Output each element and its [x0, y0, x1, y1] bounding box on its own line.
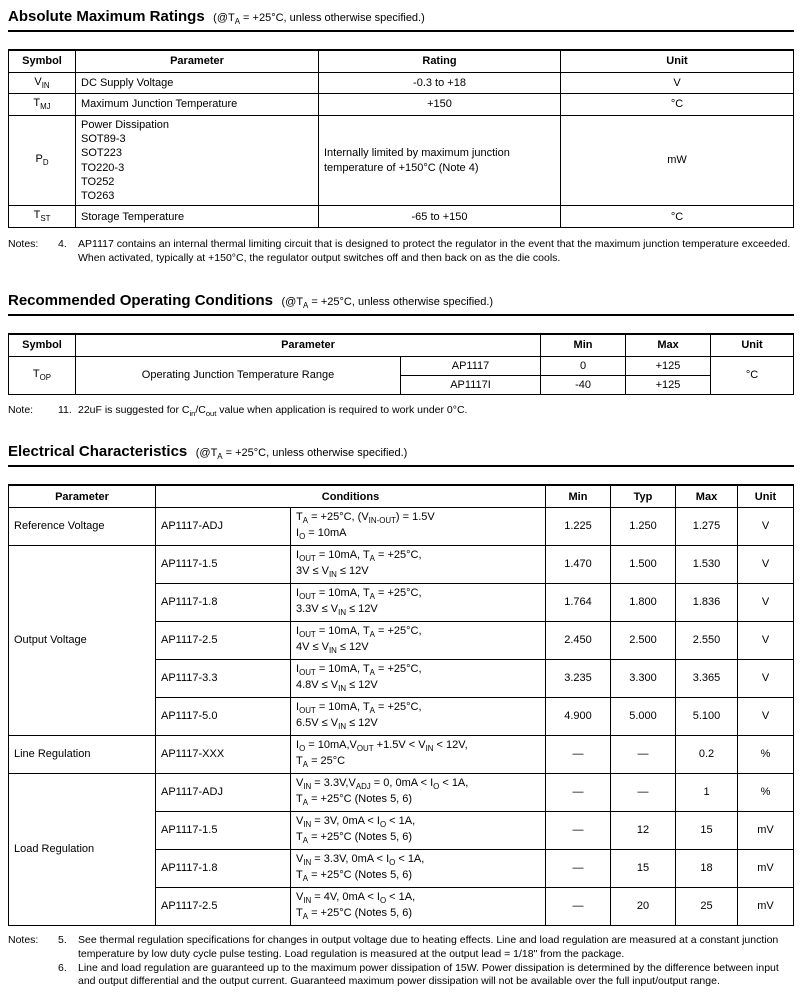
cell-device: AP1117-ADJ [156, 773, 291, 811]
cell-symbol: $V_{IN}$ [9, 72, 76, 93]
note [8, 238, 794, 266]
section-absolute-maximum-ratings [8, 8, 794, 266]
cell-conditions: $I_{OUT} = 10mA$, $T_A = +25^\circ C$, $3V \le V_{IN} \le 12V$ [291, 545, 546, 583]
cell-typ: — [611, 735, 676, 773]
cell-min: 0 [541, 356, 626, 375]
col-header-symbol: Symbol [9, 50, 76, 72]
note-number: 5. [58, 933, 67, 946]
cell-unit: °C [561, 206, 794, 227]
table-row [9, 94, 794, 115]
col-header-min: Min [541, 334, 626, 356]
note-text: Line and load regulation are guaranteed up to the maximum power dissipation of 15W. Power dissipation is determined by the difference between input and output differential and the output current. Guaranteed maximum power dissipation will not be available over the full input/output range. [78, 961, 779, 988]
note-number: 11. [58, 404, 72, 417]
table-row [9, 356, 794, 375]
cell-rating: -65 to +150 [319, 206, 561, 227]
cell-parameter: Reference Voltage [9, 507, 156, 545]
table-row [9, 735, 794, 773]
cell-typ: 2.500 [611, 621, 676, 659]
table-header-row [9, 485, 794, 507]
col-header-parameter: Parameter [76, 334, 541, 356]
cell-min: 1.470 [546, 545, 611, 583]
table-header-row [9, 334, 794, 356]
cell-max: 3.365 [676, 659, 738, 697]
col-header-typ: Typ [611, 485, 676, 507]
section-electrical-characteristics [8, 443, 794, 989]
col-header-max: Max [626, 334, 711, 356]
note-text: AP1117 contains an internal thermal limiting circuit that is designed to protect the regulator in the event that the maximum junction temperature exceeded. When activated, typically at +150°C, the regulator output switches off and then back on as the die cools. [78, 237, 791, 264]
cell-typ: 5.000 [611, 697, 676, 735]
cell-parameter: Output Voltage [9, 545, 156, 735]
rec-op-table [8, 333, 794, 395]
section-subtitle: ($@T_A = +25^\circ C$, unless otherwise specified.) [281, 295, 494, 311]
col-header-parameter: Parameter [9, 485, 156, 507]
cell-unit: % [738, 773, 794, 811]
cell-max: 1.530 [676, 545, 738, 583]
cell-conditions: $I_{OUT} = 10mA$, $T_A = +25^\circ C$, $4V \le V_{IN} \le 12V$ [291, 621, 546, 659]
cell-unit: V [738, 545, 794, 583]
col-header-unit: Unit [561, 50, 794, 72]
section-heading [8, 292, 794, 316]
cell-max: +125 [626, 356, 711, 375]
cell-max: 25 [676, 887, 738, 925]
section-title: Absolute Maximum Ratings [8, 8, 205, 25]
cell-symbol: $T_{OP}$ [9, 356, 76, 395]
table-row [9, 72, 794, 93]
cell-parameter: Line Regulation [9, 735, 156, 773]
notes [8, 934, 794, 990]
cell-conditions: $V_{IN} = 3.3V,V_{ADJ} = 0$, $0mA < I_O < 1A$, $T_A = +25^\circ C$ (Notes 5, 6) [291, 773, 546, 811]
table-row [9, 507, 794, 545]
cell-typ: 20 [611, 887, 676, 925]
col-header-unit: Unit [738, 485, 794, 507]
cell-unit: V [738, 621, 794, 659]
cell-rating: Internally limited by maximum junction temperature of +150°C (Note 4) [319, 115, 561, 206]
table-row [9, 115, 794, 206]
cell-typ: — [611, 773, 676, 811]
cell-conditions: $I_{OUT} = 10mA$, $T_A = +25^\circ C$, $4.8V \le V_{IN} \le 12V$ [291, 659, 546, 697]
cell-typ: 1.800 [611, 583, 676, 621]
section-subtitle: ($@T_A = +25^\circ C$, unless otherwise specified.) [213, 12, 425, 27]
cell-device: AP1117 [401, 356, 541, 375]
cell-max: 2.550 [676, 621, 738, 659]
cell-parameter: Maximum Junction Temperature [76, 94, 319, 115]
cell-unit: °C [561, 94, 794, 115]
cell-min: 1.225 [546, 507, 611, 545]
note-number: 6. [58, 961, 67, 974]
cell-min: — [546, 887, 611, 925]
cell-device: AP1117-1.8 [156, 583, 291, 621]
section-heading [8, 443, 794, 467]
cell-min: 2.450 [546, 621, 611, 659]
section-heading [8, 8, 794, 32]
section-recommended-operating-conditions [8, 292, 794, 419]
cell-device: AP1117-5.0 [156, 697, 291, 735]
cell-max: 1.275 [676, 507, 738, 545]
notes-label: Notes: [8, 237, 39, 250]
cell-unit: V [561, 72, 794, 93]
section-title: Electrical Characteristics [8, 443, 188, 461]
cell-typ: 15 [611, 849, 676, 887]
cell-unit: mW [561, 115, 794, 206]
table-row [9, 545, 794, 583]
note-text: See thermal regulation specifications for changes in output voltage due to heating effects. Line and load regulation are measured at a constant junction temperature by low duty cycle pulse testing. Load regulation is measured at the output lead = 1/18" from the package. [78, 933, 779, 960]
note [8, 934, 794, 962]
section-title: Recommended Operating Conditions [8, 291, 274, 309]
cell-unit: V [738, 659, 794, 697]
cell-parameter: Power Dissipation SOT89-3 SOT223 TO220-3 TO252 TO263 [76, 115, 319, 206]
note-number: 4. [58, 237, 67, 250]
cell-unit: V [738, 697, 794, 735]
note [8, 404, 794, 419]
cell-max: +125 [626, 375, 711, 394]
cell-min: — [546, 811, 611, 849]
cell-conditions: $V_{IN} = 3.3V$, $0mA < I_O < 1A$, $T_A = +25^\circ C$ (Notes 5, 6) [291, 849, 546, 887]
col-header-rating: Rating [319, 50, 561, 72]
note [8, 962, 794, 990]
cell-device: AP1117-3.3 [156, 659, 291, 697]
notes [8, 404, 794, 419]
cell-device: AP1117I [401, 375, 541, 394]
cell-max: 18 [676, 849, 738, 887]
elec-char-table [8, 484, 794, 925]
cell-max: 5.100 [676, 697, 738, 735]
cell-max: 1 [676, 773, 738, 811]
cell-unit: V [738, 583, 794, 621]
table-row [9, 773, 794, 811]
cell-unit: % [738, 735, 794, 773]
col-header-parameter: Parameter [76, 50, 319, 72]
cell-device: AP1117-1.5 [156, 811, 291, 849]
cell-unit: mV [738, 887, 794, 925]
cell-parameter: DC Supply Voltage [76, 72, 319, 93]
cell-unit: mV [738, 849, 794, 887]
cell-unit: mV [738, 811, 794, 849]
cell-typ: 1.500 [611, 545, 676, 583]
cell-parameter: Storage Temperature [76, 206, 319, 227]
cell-device: AP1117-2.5 [156, 621, 291, 659]
cell-parameter: Load Regulation [9, 773, 156, 925]
cell-device: AP1117-1.8 [156, 849, 291, 887]
cell-typ: 3.300 [611, 659, 676, 697]
cell-max: 15 [676, 811, 738, 849]
cell-conditions: $I_O = 10mA,V_{OUT} +1.5V < V_{IN} < 12V$, $T_A = 25^\circ C$ [291, 735, 546, 773]
cell-min: 4.900 [546, 697, 611, 735]
abs-max-table [8, 49, 794, 228]
cell-typ: 12 [611, 811, 676, 849]
table-header-row [9, 50, 794, 72]
cell-typ: 1.250 [611, 507, 676, 545]
cell-symbol: $P_D$ [9, 115, 76, 206]
cell-device: AP1117-1.5 [156, 545, 291, 583]
col-header-symbol: Symbol [9, 334, 76, 356]
cell-max: 0.2 [676, 735, 738, 773]
notes [8, 238, 794, 266]
cell-conditions: $V_{IN} = 3V$, $0mA < I_O < 1A$, $T_A = +25^\circ C$ (Notes 5, 6) [291, 811, 546, 849]
cell-max: 1.836 [676, 583, 738, 621]
col-header-unit: Unit [711, 334, 794, 356]
cell-parameter: Operating Junction Temperature Range [76, 356, 401, 395]
cell-min: — [546, 773, 611, 811]
section-subtitle: ($@T_A = +25^\circ C$, unless otherwise specified.) [195, 447, 408, 462]
cell-min: 3.235 [546, 659, 611, 697]
cell-min: — [546, 735, 611, 773]
col-header-min: Min [546, 485, 611, 507]
cell-conditions: $I_{OUT} = 10mA$, $T_A = +25^\circ C$, $6.5V \le V_{IN} \le 12V$ [291, 697, 546, 735]
cell-conditions: $T_A = +25^\circ C$, $(V_{IN-OUT}) = 1.5V$ $I_O = 10mA$ [291, 507, 546, 545]
cell-conditions: $I_{OUT} = 10mA$, $T_A = +25^\circ C$, $3.3V \le V_{IN} \le 12V$ [291, 583, 546, 621]
notes-label: Notes: [8, 933, 39, 946]
cell-rating: +150 [319, 94, 561, 115]
cell-device: AP1117-XXX [156, 735, 291, 773]
cell-min: -40 [541, 375, 626, 394]
cell-unit: V [738, 507, 794, 545]
cell-unit: °C [711, 356, 794, 395]
notes-label: Note: [8, 404, 34, 417]
note-text: 22uF is suggested for $C_{in}/C_{out}$ value when application is required to work under 0°C. [78, 404, 468, 419]
cell-device: AP1117-2.5 [156, 887, 291, 925]
table-row [9, 206, 794, 227]
cell-symbol: $T_{MJ}$ [9, 94, 76, 115]
cell-device: AP1117-ADJ [156, 507, 291, 545]
cell-symbol: $T_{ST}$ [9, 206, 76, 227]
col-header-max: Max [676, 485, 738, 507]
cell-conditions: $V_{IN} = 4V$, $0mA < I_O < 1A$, $T_A = +25^\circ C$ (Notes 5, 6) [291, 887, 546, 925]
cell-min: — [546, 849, 611, 887]
cell-rating: -0.3 to +18 [319, 72, 561, 93]
col-header-conditions: Conditions [156, 485, 546, 507]
cell-min: 1.764 [546, 583, 611, 621]
